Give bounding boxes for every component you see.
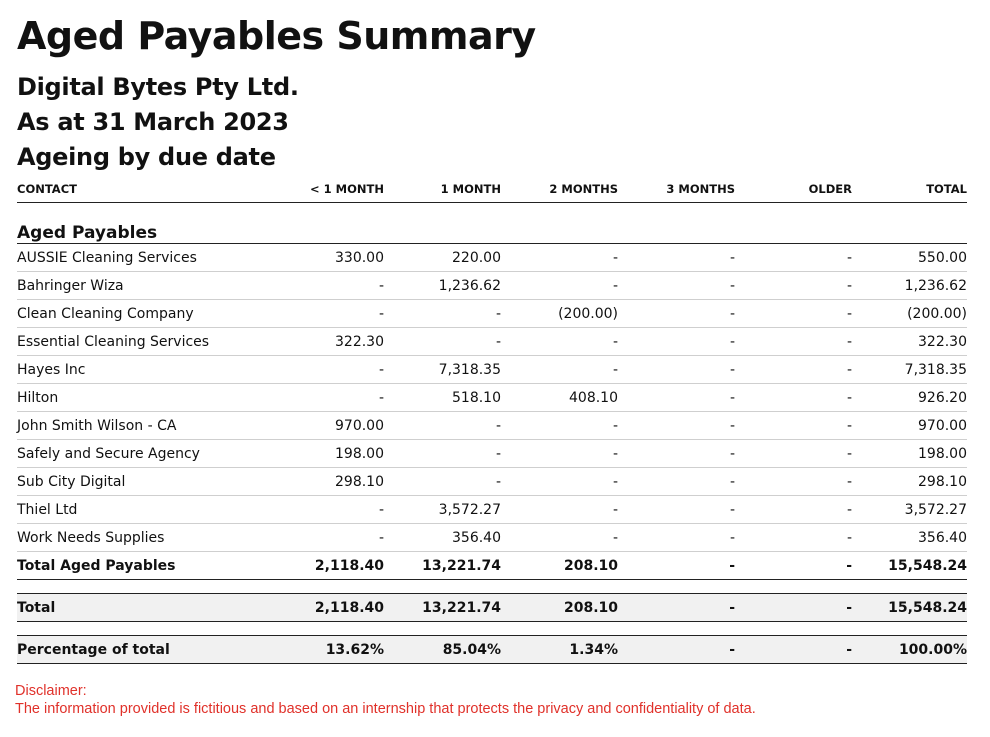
cell-2months: - [501, 496, 618, 524]
cell-total: 298.10 [852, 468, 967, 496]
cell-lt1month: 13.62% [267, 636, 384, 664]
table-body [17, 203, 967, 664]
cell-3months: - [618, 468, 735, 496]
cell-contact: John Smith Wilson - CA [17, 412, 267, 440]
col-header-2months: 2 MONTHS [501, 175, 618, 203]
cell-total: 100.00% [852, 636, 967, 664]
col-header-older: OLDER [735, 175, 852, 203]
cell-total: 1,236.62 [852, 272, 967, 300]
cell-2months: - [501, 468, 618, 496]
spacer-cell [17, 580, 967, 594]
col-header-1month: 1 MONTH [384, 175, 501, 203]
cell-lt1month: - [267, 272, 384, 300]
table-row [17, 328, 967, 356]
col-header-lt1month: < 1 MONTH [267, 175, 384, 203]
cell-3months: - [618, 328, 735, 356]
cell-3months: - [618, 356, 735, 384]
cell-older: - [735, 468, 852, 496]
table-row [17, 244, 967, 272]
cell-contact: Thiel Ltd [17, 496, 267, 524]
cell-1month: 7,318.35 [384, 356, 501, 384]
cell-total: (200.00) [852, 300, 967, 328]
percentage-row [17, 636, 967, 664]
cell-older: - [735, 272, 852, 300]
cell-total: 7,318.35 [852, 356, 967, 384]
cell-1month: 1,236.62 [384, 272, 501, 300]
table-row [17, 412, 967, 440]
cell-lt1month: 322.30 [267, 328, 384, 356]
cell-lt1month: 298.10 [267, 468, 384, 496]
disclaimer [15, 682, 756, 718]
cell-lt1month: 2,118.40 [267, 594, 384, 622]
aged-payables-report [17, 0, 967, 664]
table-row [17, 468, 967, 496]
cell-lt1month: 2,118.40 [267, 552, 384, 580]
cell-2months: - [501, 328, 618, 356]
cell-2months: (200.00) [501, 300, 618, 328]
cell-lt1month: - [267, 300, 384, 328]
cell-contact: Clean Cleaning Company [17, 300, 267, 328]
cell-total: 970.00 [852, 412, 967, 440]
cell-contact: Hilton [17, 384, 267, 412]
cell-contact: Bahringer Wiza [17, 272, 267, 300]
cell-2months: - [501, 524, 618, 552]
spacer-row [17, 580, 967, 594]
disclaimer-label: Disclaimer: [15, 683, 87, 699]
cell-total: 15,548.24 [852, 552, 967, 580]
table-row [17, 384, 967, 412]
cell-1month: - [384, 468, 501, 496]
cell-3months: - [618, 636, 735, 664]
section-title: Aged Payables [17, 203, 967, 244]
cell-total: 550.00 [852, 244, 967, 272]
cell-3months: - [618, 272, 735, 300]
table-header-row [17, 175, 967, 203]
cell-older: - [735, 496, 852, 524]
cell-older: - [735, 524, 852, 552]
cell-3months: - [618, 384, 735, 412]
cell-total: 198.00 [852, 440, 967, 468]
cell-2months: - [501, 356, 618, 384]
cell-3months: - [618, 552, 735, 580]
cell-older: - [735, 328, 852, 356]
cell-total: 3,572.27 [852, 496, 967, 524]
cell-contact: Total [17, 594, 267, 622]
section-heading-row [17, 203, 967, 244]
cell-3months: - [618, 594, 735, 622]
report-date: As at 31 March 2023 [17, 108, 289, 136]
cell-1month: 3,572.27 [384, 496, 501, 524]
cell-2months: 1.34% [501, 636, 618, 664]
cell-1month: 85.04% [384, 636, 501, 664]
col-header-total: TOTAL [852, 175, 967, 203]
cell-3months: - [618, 440, 735, 468]
cell-3months: - [618, 524, 735, 552]
table-row [17, 524, 967, 552]
cell-contact: Essential Cleaning Services [17, 328, 267, 356]
cell-older: - [735, 244, 852, 272]
table-row [17, 496, 967, 524]
table-row [17, 356, 967, 384]
cell-total: 356.40 [852, 524, 967, 552]
cell-contact: Percentage of total [17, 636, 267, 664]
col-header-3months: 3 MONTHS [618, 175, 735, 203]
cell-total: 322.30 [852, 328, 967, 356]
cell-lt1month: - [267, 496, 384, 524]
cell-lt1month: - [267, 384, 384, 412]
cell-older: - [735, 552, 852, 580]
cell-2months: 208.10 [501, 594, 618, 622]
cell-older: - [735, 300, 852, 328]
cell-1month: - [384, 328, 501, 356]
cell-contact: AUSSIE Cleaning Services [17, 244, 267, 272]
cell-total: 15,548.24 [852, 594, 967, 622]
cell-older: - [735, 636, 852, 664]
col-header-contact: CONTACT [17, 175, 267, 203]
cell-1month: - [384, 440, 501, 468]
cell-total: 926.20 [852, 384, 967, 412]
cell-lt1month: - [267, 356, 384, 384]
cell-1month: - [384, 412, 501, 440]
cell-older: - [735, 412, 852, 440]
cell-2months: - [501, 412, 618, 440]
cell-1month: - [384, 300, 501, 328]
cell-contact: Hayes Inc [17, 356, 267, 384]
cell-3months: - [618, 412, 735, 440]
report-title: Aged Payables Summary [17, 14, 536, 58]
table-row [17, 300, 967, 328]
cell-3months: - [618, 244, 735, 272]
cell-2months: 408.10 [501, 384, 618, 412]
cell-lt1month: 330.00 [267, 244, 384, 272]
cell-3months: - [618, 300, 735, 328]
cell-2months: - [501, 244, 618, 272]
disclaimer-text: The information provided is fictitious and based on an internship that protects the privacy and confidentiality of data. [15, 701, 756, 717]
cell-contact: Safely and Secure Agency [17, 440, 267, 468]
spacer-row [17, 622, 967, 636]
payables-table [17, 175, 967, 664]
table-row [17, 272, 967, 300]
cell-contact: Work Needs Supplies [17, 524, 267, 552]
cell-lt1month: 970.00 [267, 412, 384, 440]
cell-older: - [735, 356, 852, 384]
cell-1month: 518.10 [384, 384, 501, 412]
table-row [17, 440, 967, 468]
cell-2months: - [501, 440, 618, 468]
cell-older: - [735, 440, 852, 468]
cell-contact: Total Aged Payables [17, 552, 267, 580]
subtotal-row [17, 552, 967, 580]
cell-older: - [735, 384, 852, 412]
spacer-cell [17, 622, 967, 636]
cell-1month: 13,221.74 [384, 594, 501, 622]
cell-2months: 208.10 [501, 552, 618, 580]
cell-lt1month: 198.00 [267, 440, 384, 468]
cell-older: - [735, 594, 852, 622]
ageing-basis: Ageing by due date [17, 143, 276, 171]
company-name: Digital Bytes Pty Ltd. [17, 73, 299, 101]
cell-1month: 220.00 [384, 244, 501, 272]
cell-contact: Sub City Digital [17, 468, 267, 496]
cell-lt1month: - [267, 524, 384, 552]
grand-total-row [17, 594, 967, 622]
cell-3months: - [618, 496, 735, 524]
cell-2months: - [501, 272, 618, 300]
cell-1month: 356.40 [384, 524, 501, 552]
cell-1month: 13,221.74 [384, 552, 501, 580]
